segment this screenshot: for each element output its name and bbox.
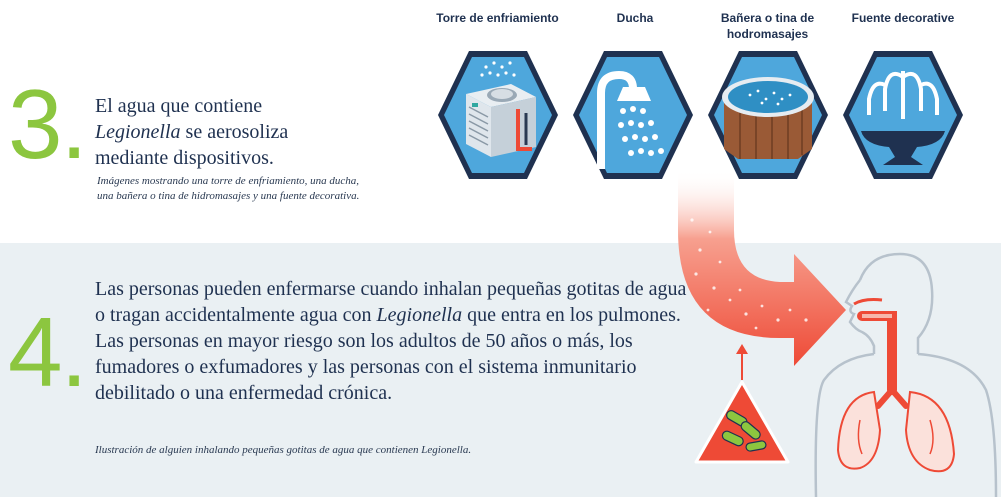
label-fountain: Fuente decorative [851,11,955,25]
up-arrow-icon [734,344,750,380]
label-shower: Ducha [616,11,654,25]
step-number-3: 3. [8,69,86,179]
step-3-text: El agua que contiene Legionella se aerosoliza mediante dispositivos. [95,95,289,169]
cooling-tower-icon [436,49,560,181]
bacteria-warning-icon [692,378,792,466]
step-4-text: Las personas pueden enfermarse cuando inhalan pequeñas gotitas de agua o tragan accidentalmente agua con Legionella que entra en los pulmones. Las personas en mayor riesgo son los adultos de 50 años o más, los fumadores o exfumadores y las personas con el sistema inmunitario debilitado o una enfermedad crónica. [95,278,687,404]
hot-tub-icon [706,49,830,181]
step-4-caption: Ilustración de alguien inhalando pequeñas gotitas de agua que contienen Legionella. [95,444,472,456]
human-lungs-icon [800,250,1000,497]
fountain-icon [841,49,965,181]
step-number-4: 4. [8,297,86,407]
shower-icon [571,49,695,181]
step-3-caption: Imágenes mostrando una torre de enfriamiento, una ducha, una bañera o tina de hidromasajes y una fuente decorativa. [97,175,360,202]
label-hot-tub: Bañera o tina de hodromasajes [720,11,815,41]
label-cooling-tower: Torre de enfriamiento [436,11,559,25]
